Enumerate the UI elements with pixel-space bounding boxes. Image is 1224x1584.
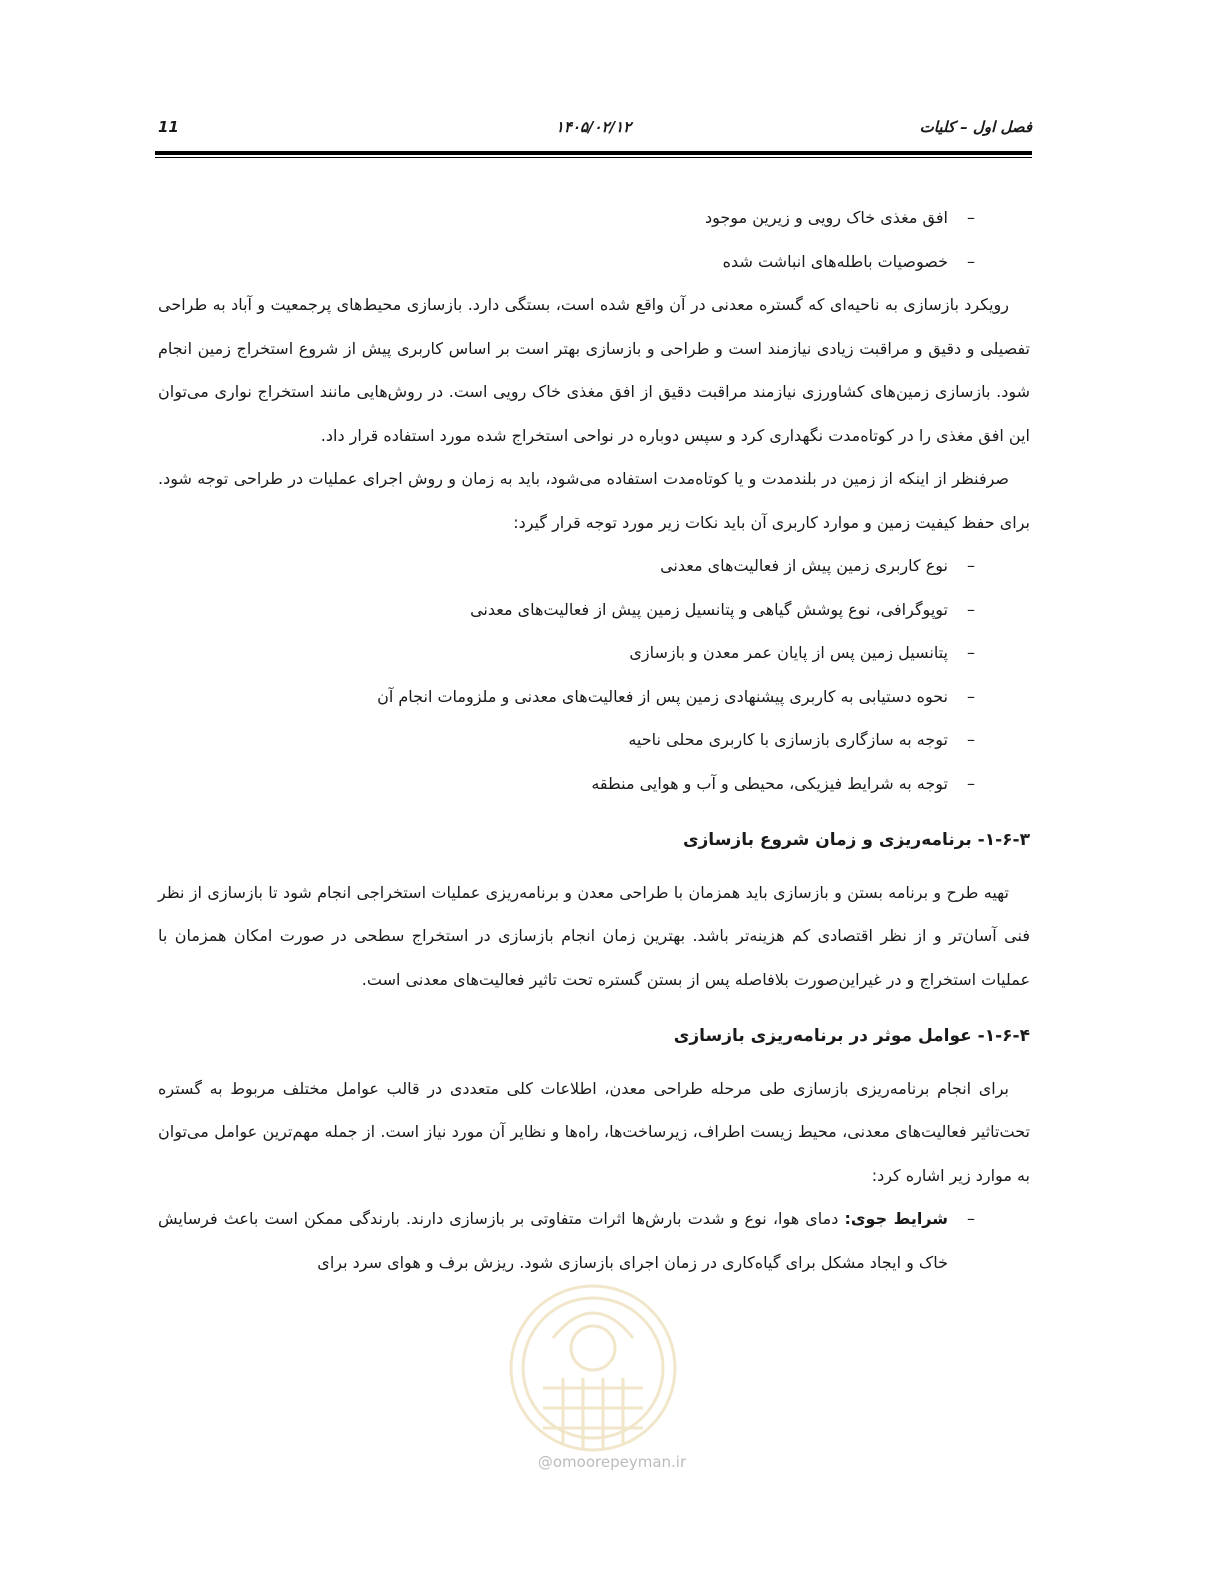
dash-bullet: –	[967, 208, 975, 227]
list-item	[158, 762, 1030, 806]
list-item-text: توجه به سازگاری بازسازی با کاربری محلی ناحیه	[628, 730, 948, 749]
list-item-text: افق مغذی خاک رویی و زیرین موجود	[705, 208, 948, 227]
list-soil	[158, 196, 1030, 283]
paragraph-planning: تهیه طرح و برنامه بستن و بازسازی باید همزمان با طراحی معدن و برنامه‌ریزی عملیات استخراجی انجام شود تا بازسازی از نظر فنی آسان‌تر و از نظر اقتصادی کم هزینه‌تر باشد. بهترین زمان انجام بازسازی در استخراج سطحی در صورت امکان همزمان با عملیات استخراج و در غیراین‌صورت بلافاصله پس از بستن گستره تحت تاثیر فعالیت‌های معدنی است.	[158, 882, 1030, 989]
section-heading-factors: ۱-۶-۴- عوامل موثر در برنامه‌ریزی بازسازی	[673, 1026, 1030, 1046]
chapter-title: فصل اول – کلیات	[919, 118, 1032, 136]
page-number: 11	[158, 118, 179, 136]
list-item	[158, 544, 1030, 588]
list-item	[158, 718, 1030, 762]
list-item	[158, 631, 1030, 675]
paragraph-factors: برای انجام برنامه‌ریزی بازسازی طی مرحله طراحی معدن، اطلاعات کلی متعددی در قالب عوامل مختلف مربوط به گستره تحت‌تاثیر فعالیت‌های معدنی، محیط زیست اطراف، زیرساخت‌ها، راه‌ها و نظایر آن مورد نیاز است. از جمله مهم‌ترین عوامل می‌توان به موارد زیر اشاره کرد:	[158, 1078, 1030, 1185]
list-item-text: توپوگرافی، نوع پوشش گیاهی و پتانسیل زمین پیش از فعالیت‌های معدنی	[470, 599, 948, 619]
dash-bullet: –	[967, 1209, 975, 1228]
list-item	[158, 240, 1030, 284]
paragraph-land-use: صرفنظر از اینکه از زمین در بلندمدت و یا کوتاه‌مدت استفاده می‌شود، باید به زمان و روش اجرای عملیات در طراحی توجه شود. برای حفظ کیفیت زمین و موارد کاربری آن باید نکات زیر مورد توجه قرار گیرد:	[158, 469, 1030, 532]
dash-bullet: –	[967, 643, 975, 662]
list-item-text: توجه به شرایط فیزیکی، محیطی و آب و هوایی منطقه	[591, 773, 948, 793]
watermark-site: @omoorepeyman.ir	[537, 1453, 687, 1471]
list-item	[158, 675, 1030, 719]
section-heading-planning: ۱-۶-۳- برنامه‌ریزی و زمان شروع بازسازی	[682, 830, 1030, 850]
list-item-text: خصوصیات باطله‌های انباشت شده	[722, 251, 948, 271]
list-item-text: پتانسیل زمین پس از پایان عمر معدن و بازسازی	[629, 643, 948, 662]
dash-bullet: –	[967, 251, 975, 271]
dash-bullet: –	[967, 686, 975, 706]
body-content	[158, 196, 1030, 1284]
paragraph-approach: رویکرد بازسازی به ناحیه‌ای که گستره معدنی در آن واقع شده است، بستگی دارد. بازسازی محیط‌های پرجمعیت و آباد به طراحی تفصیلی و دقیق و مراقبت زیادی نیازمند است و طراحی و بازسازی بهتر است بر اساس کاربری پیش از شروع استخراج زمین انجام شود. بازسازی زمین‌های کشاورزی نیازمند مراقبت دقیق از افق مغذی خاک رویی است. در روش‌هایی مانند استخراج نواری می‌توان این افق مغذی را در کوتاه‌مدت نگهداری کرد و سپس دوباره در نواحی استخراج شده مورد استفاده قرار داد.	[158, 295, 1030, 445]
list-item	[158, 588, 1030, 632]
list-considerations	[158, 544, 1030, 805]
dash-bullet: –	[967, 556, 975, 575]
list-item-text: نحوه دستیابی به کاربری پیشنهادی زمین پس از فعالیت‌های معدنی و ملزومات انجام آن	[377, 686, 948, 706]
header-rule-thick	[155, 151, 1032, 155]
header-date: ۱۴۰۵/۰۲/۱۲	[555, 118, 632, 136]
factor-text: دمای هوا، نوع و شدت بارش‌ها اثرات متفاوتی بر بازسازی دارند. بارندگی ممکن است باعث فرسایش خاک و ایجاد مشکل برای گیاه‌کاری در زمان اجرای بازسازی شود. ریزش برف و هوای سرد برای	[158, 1209, 948, 1272]
list-item	[158, 196, 1030, 240]
dash-bullet: –	[967, 773, 975, 793]
dash-bullet: –	[967, 730, 975, 749]
page-header	[155, 118, 1032, 142]
factor-term: شرایط جوی:	[844, 1209, 948, 1228]
list-item-text: نوع کاربری زمین پیش از فعالیت‌های معدنی	[660, 556, 948, 575]
dash-bullet: –	[967, 599, 975, 619]
header-rule-thin	[155, 157, 1032, 158]
